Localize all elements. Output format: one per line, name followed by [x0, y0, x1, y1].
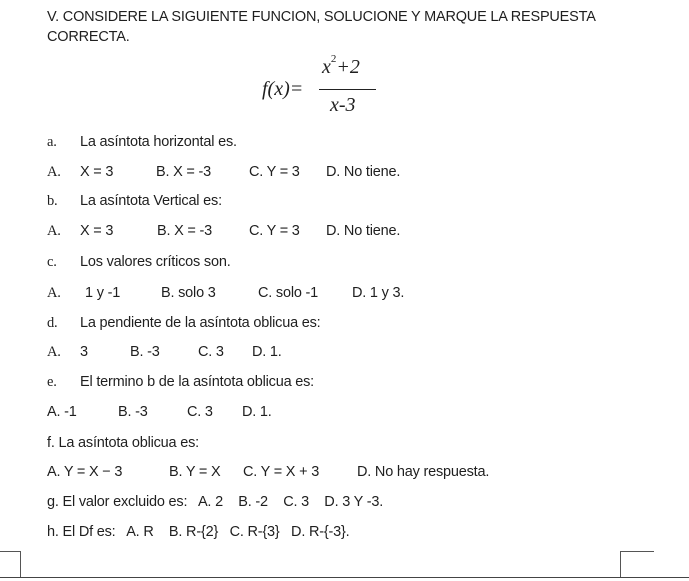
- instruction-line-2: CORRECTA.: [47, 29, 130, 45]
- numerator-base: x: [322, 56, 331, 78]
- question-d-marker: d.: [47, 315, 58, 331]
- function-formula: [262, 53, 392, 120]
- question-c-text: Los valores críticos son.: [80, 254, 231, 270]
- formula-denominator: x-3: [330, 94, 356, 116]
- question-e-option-b: B. -3: [118, 404, 148, 420]
- question-h: h. El Df es: A. R B. R-{2} C. R-{3} D. R-{-3}.: [47, 524, 350, 540]
- question-c-option-a: 1 y -1: [85, 285, 121, 301]
- question-b-option-d: D. No tiene.: [326, 223, 401, 239]
- question-e-option-a: A. -1: [47, 404, 77, 420]
- question-d-option-c: C. 3: [198, 344, 224, 360]
- question-a-option-c: C. Y = 3: [249, 164, 300, 180]
- question-b-marker: b.: [47, 193, 58, 209]
- question-f-option-d: D. No hay respuesta.: [357, 464, 490, 480]
- question-c-option-a-letter: A.: [47, 285, 61, 301]
- question-e-marker: e.: [47, 374, 57, 390]
- question-c-option-d: D. 1 y 3.: [352, 285, 405, 301]
- formula-lhs: f(x)=: [262, 78, 304, 100]
- question-b-text: La asíntota Vertical es:: [80, 193, 222, 209]
- question-f-option-b: B. Y = X: [169, 464, 221, 480]
- numerator-exponent: 2: [330, 53, 337, 66]
- numerator-rest: +2: [336, 56, 360, 78]
- bottom-divider: [0, 577, 689, 578]
- question-d-option-a-letter: A.: [47, 344, 61, 360]
- question-d-option-d: D. 1.: [252, 344, 282, 360]
- question-a-option-d: D. No tiene.: [326, 164, 401, 180]
- question-b-option-a: X = 3: [80, 223, 114, 239]
- question-c-option-c: C. solo -1: [258, 285, 319, 301]
- bottom-left-box: [0, 551, 21, 578]
- question-b-option-c: C. Y = 3: [249, 223, 300, 239]
- question-c-option-b: B. solo 3: [161, 285, 216, 301]
- question-a-marker: a.: [47, 134, 57, 150]
- question-b-option-a-letter: A.: [47, 223, 61, 239]
- question-a-option-a: X = 3: [80, 164, 114, 180]
- question-b-option-b: B. X = -3: [157, 223, 213, 239]
- question-f-option-a: A. Y = X − 3: [47, 464, 123, 480]
- question-e-text: El termino b de la asíntota oblicua es:: [80, 374, 315, 390]
- question-a-option-b: B. X = -3: [156, 164, 212, 180]
- question-d-option-b: B. -3: [130, 344, 160, 360]
- bottom-right-box: [620, 551, 654, 578]
- question-e-option-c: C. 3: [187, 404, 213, 420]
- question-c-marker: c.: [47, 254, 57, 270]
- question-a-text: La asíntota horizontal es.: [80, 134, 237, 150]
- question-f-text: f. La asíntota oblicua es:: [47, 435, 199, 451]
- question-e-option-d: D. 1.: [242, 404, 272, 420]
- formula-numerator: [322, 53, 360, 79]
- question-f-option-c: C. Y = X + 3: [243, 464, 320, 480]
- question-a-option-a-letter: A.: [47, 164, 61, 180]
- question-d-option-a: 3: [80, 344, 88, 360]
- instruction-line-1: V. CONSIDERE LA SIGUIENTE FUNCION, SOLUCIONE Y MARQUE LA RESPUESTA: [47, 9, 596, 25]
- question-g: g. El valor excluido es: A. 2 B. -2 C. 3 D. 3 Y -3.: [47, 494, 384, 510]
- fraction-bar: [319, 89, 376, 90]
- question-d-text: La pendiente de la asíntota oblicua es:: [80, 315, 321, 331]
